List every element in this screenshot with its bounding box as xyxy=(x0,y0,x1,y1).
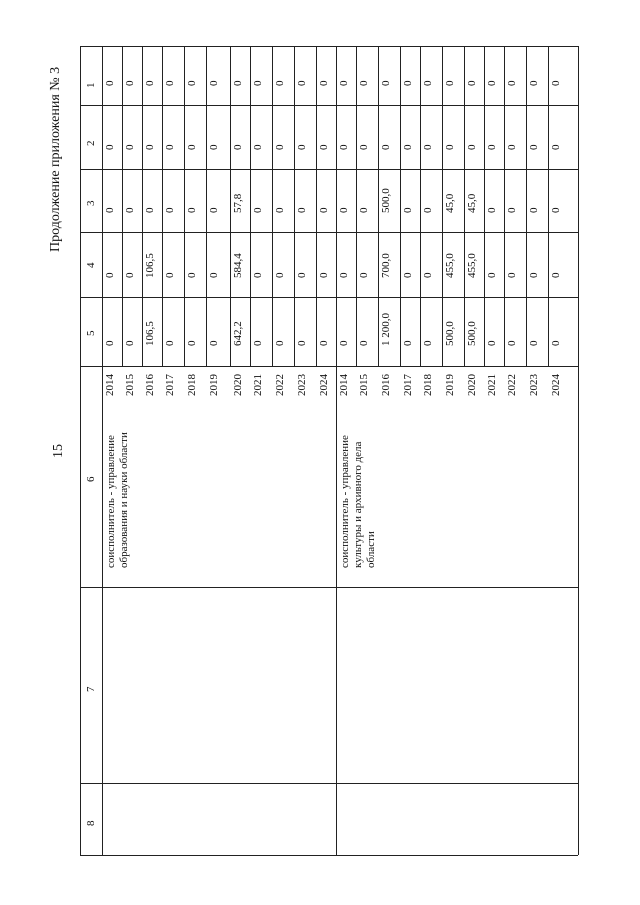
value-cell-c8: 0 xyxy=(104,80,116,86)
value-cell-c8: 0 xyxy=(274,80,286,86)
year-cell: 2022 xyxy=(506,374,518,396)
value-cell-c6: 0 xyxy=(274,207,286,213)
value-cell-c5: 455,0 xyxy=(466,253,478,278)
value-cell-c4: 500,0 xyxy=(444,321,456,346)
value-cell-c5: 0 xyxy=(486,272,498,278)
value-cell-c4: 1 200,0 xyxy=(380,313,392,346)
value-cell-c4: 0 xyxy=(296,340,308,346)
table-rule xyxy=(102,46,103,855)
value-cell-c4: 0 xyxy=(422,340,434,346)
column-number: 6 xyxy=(85,476,97,482)
value-cell-c4: 0 xyxy=(402,340,414,346)
year-cell: 2021 xyxy=(252,374,264,396)
value-cell-c6: 0 xyxy=(358,207,370,213)
value-cell-c6: 0 xyxy=(486,207,498,213)
value-cell-c4: 106,5 xyxy=(144,321,156,346)
year-cell: 2018 xyxy=(422,374,434,396)
table-rule xyxy=(484,46,485,366)
value-cell-c4: 500,0 xyxy=(466,321,478,346)
table-rule xyxy=(336,46,337,366)
table-rule xyxy=(162,46,163,366)
table-rule xyxy=(464,46,465,366)
value-cell-c4: 0 xyxy=(486,340,498,346)
executor-text: соисполнитель - управление xyxy=(105,435,117,568)
value-cell-c6: 0 xyxy=(550,207,562,213)
value-cell-c6: 0 xyxy=(528,207,540,213)
value-cell-c5: 0 xyxy=(550,272,562,278)
year-cell: 2015 xyxy=(124,374,136,396)
value-cell-c5: 0 xyxy=(358,272,370,278)
value-cell-c8: 0 xyxy=(232,80,244,86)
value-cell-c6: 0 xyxy=(296,207,308,213)
value-cell-c7: 0 xyxy=(550,144,562,150)
value-cell-c6: 45,0 xyxy=(466,193,478,213)
value-cell-c5: 0 xyxy=(506,272,518,278)
value-cell-c7: 0 xyxy=(164,144,176,150)
value-cell-c5: 700,0 xyxy=(380,253,392,278)
year-cell: 2022 xyxy=(274,374,286,396)
value-cell-c6: 0 xyxy=(144,207,156,213)
value-cell-c7: 0 xyxy=(358,144,370,150)
value-cell-c5: 0 xyxy=(402,272,414,278)
value-cell-c4: 0 xyxy=(274,340,286,346)
table-rule xyxy=(80,855,578,856)
value-cell-c7: 0 xyxy=(104,144,116,150)
value-cell-c8: 0 xyxy=(186,80,198,86)
value-cell-c7: 0 xyxy=(338,144,350,150)
value-cell-c6: 57,8 xyxy=(232,193,244,213)
value-cell-c7: 0 xyxy=(466,144,478,150)
column-number: 5 xyxy=(85,330,97,336)
value-cell-c4: 0 xyxy=(252,340,264,346)
value-cell-c8: 0 xyxy=(296,80,308,86)
year-cell: 2024 xyxy=(318,374,330,396)
value-cell-c8: 0 xyxy=(422,80,434,86)
value-cell-c7: 0 xyxy=(380,144,392,150)
table-rule xyxy=(80,587,578,588)
value-cell-c8: 0 xyxy=(402,80,414,86)
table-rule xyxy=(378,46,379,366)
column-number: 3 xyxy=(85,200,97,206)
value-cell-c8: 0 xyxy=(318,80,330,86)
table-rule xyxy=(400,46,401,366)
page-number: 15 xyxy=(51,444,66,458)
value-cell-c7: 0 xyxy=(252,144,264,150)
value-cell-c5: 106,5 xyxy=(144,253,156,278)
value-cell-c8: 0 xyxy=(550,80,562,86)
value-cell-c6: 0 xyxy=(402,207,414,213)
year-cell: 2019 xyxy=(208,374,220,396)
value-cell-c8: 0 xyxy=(380,80,392,86)
year-cell: 2016 xyxy=(144,374,156,396)
value-cell-c6: 500,0 xyxy=(380,188,392,213)
value-cell-c7: 0 xyxy=(274,144,286,150)
executor-text: культуры и архивного дела xyxy=(352,441,364,568)
table-rule xyxy=(356,46,357,366)
table-rule xyxy=(250,46,251,366)
year-cell: 2016 xyxy=(380,374,392,396)
value-cell-c4: 642,2 xyxy=(232,321,244,346)
value-cell-c6: 0 xyxy=(318,207,330,213)
table-rule xyxy=(80,46,81,855)
value-cell-c6: 0 xyxy=(252,207,264,213)
value-cell-c7: 0 xyxy=(186,144,198,150)
year-cell: 2014 xyxy=(338,374,350,396)
table-rule xyxy=(442,46,443,366)
value-cell-c5: 0 xyxy=(124,272,136,278)
value-cell-c4: 0 xyxy=(208,340,220,346)
value-cell-c6: 45,0 xyxy=(444,193,456,213)
year-cell: 2014 xyxy=(104,374,116,396)
value-cell-c8: 0 xyxy=(358,80,370,86)
year-cell: 2017 xyxy=(402,374,414,396)
value-cell-c7: 0 xyxy=(144,144,156,150)
value-cell-c5: 0 xyxy=(104,272,116,278)
value-cell-c4: 0 xyxy=(318,340,330,346)
value-cell-c5: 455,0 xyxy=(444,253,456,278)
value-cell-c6: 0 xyxy=(124,207,136,213)
table-rule xyxy=(80,366,578,367)
value-cell-c7: 0 xyxy=(124,144,136,150)
value-cell-c5: 0 xyxy=(252,272,264,278)
value-cell-c7: 0 xyxy=(422,144,434,150)
value-cell-c8: 0 xyxy=(466,80,478,86)
column-number: 7 xyxy=(85,686,97,692)
value-cell-c7: 0 xyxy=(444,144,456,150)
executor-text: образования и науки области xyxy=(118,432,130,568)
value-cell-c5: 0 xyxy=(318,272,330,278)
value-cell-c8: 0 xyxy=(252,80,264,86)
value-cell-c5: 0 xyxy=(208,272,220,278)
year-cell: 2018 xyxy=(186,374,198,396)
value-cell-c7: 0 xyxy=(506,144,518,150)
column-number: 1 xyxy=(85,82,97,88)
value-cell-c5: 0 xyxy=(528,272,540,278)
value-cell-c6: 0 xyxy=(338,207,350,213)
table-rule xyxy=(230,46,231,366)
value-cell-c7: 0 xyxy=(296,144,308,150)
value-cell-c4: 0 xyxy=(358,340,370,346)
column-number: 8 xyxy=(85,820,97,826)
value-cell-c4: 0 xyxy=(550,340,562,346)
value-cell-c8: 0 xyxy=(444,80,456,86)
table-rule xyxy=(272,46,273,366)
value-cell-c4: 0 xyxy=(338,340,350,346)
value-cell-c6: 0 xyxy=(422,207,434,213)
table-rule xyxy=(206,46,207,366)
value-cell-c6: 0 xyxy=(164,207,176,213)
value-cell-c4: 0 xyxy=(164,340,176,346)
value-cell-c7: 0 xyxy=(208,144,220,150)
value-cell-c8: 0 xyxy=(144,80,156,86)
table-rule xyxy=(122,46,123,366)
value-cell-c5: 0 xyxy=(422,272,434,278)
year-cell: 2019 xyxy=(444,374,456,396)
executor-text: области xyxy=(365,531,377,568)
value-cell-c4: 0 xyxy=(104,340,116,346)
value-cell-c8: 0 xyxy=(506,80,518,86)
year-cell: 2015 xyxy=(358,374,370,396)
year-cell: 2020 xyxy=(232,374,244,396)
table-rule xyxy=(420,46,421,366)
value-cell-c4: 0 xyxy=(506,340,518,346)
value-cell-c7: 0 xyxy=(402,144,414,150)
value-cell-c6: 0 xyxy=(104,207,116,213)
table-rule xyxy=(504,46,505,366)
value-cell-c7: 0 xyxy=(528,144,540,150)
value-cell-c8: 0 xyxy=(528,80,540,86)
value-cell-c5: 0 xyxy=(186,272,198,278)
value-cell-c8: 0 xyxy=(338,80,350,86)
value-cell-c5: 0 xyxy=(296,272,308,278)
column-number: 2 xyxy=(85,140,97,146)
value-cell-c4: 0 xyxy=(124,340,136,346)
value-cell-c8: 0 xyxy=(208,80,220,86)
value-cell-c4: 0 xyxy=(528,340,540,346)
table-rule xyxy=(316,46,317,366)
table-rule xyxy=(80,783,578,784)
year-cell: 2023 xyxy=(528,374,540,396)
value-cell-c6: 0 xyxy=(208,207,220,213)
year-cell: 2020 xyxy=(466,374,478,396)
value-cell-c8: 0 xyxy=(164,80,176,86)
value-cell-c6: 0 xyxy=(186,207,198,213)
value-cell-c5: 0 xyxy=(274,272,286,278)
value-cell-c8: 0 xyxy=(124,80,136,86)
table-rule xyxy=(578,46,579,855)
year-cell: 2021 xyxy=(486,374,498,396)
value-cell-c5: 0 xyxy=(164,272,176,278)
year-cell: 2017 xyxy=(164,374,176,396)
executor-text: соисполнитель - управление xyxy=(339,435,351,568)
value-cell-c4: 0 xyxy=(186,340,198,346)
value-cell-c5: 584,4 xyxy=(232,253,244,278)
table-rule xyxy=(336,366,337,855)
year-cell: 2023 xyxy=(296,374,308,396)
value-cell-c7: 0 xyxy=(318,144,330,150)
year-cell: 2024 xyxy=(550,374,562,396)
column-number: 4 xyxy=(85,262,97,268)
table-rule xyxy=(184,46,185,366)
value-cell-c6: 0 xyxy=(506,207,518,213)
table-rule xyxy=(526,46,527,366)
table-rule xyxy=(548,46,549,366)
value-cell-c5: 0 xyxy=(338,272,350,278)
value-cell-c8: 0 xyxy=(486,80,498,86)
value-cell-c7: 0 xyxy=(232,144,244,150)
table-rule xyxy=(142,46,143,366)
continuation-caption: Продолжение приложения № 3 xyxy=(48,66,63,252)
table-rule xyxy=(294,46,295,366)
value-cell-c7: 0 xyxy=(486,144,498,150)
